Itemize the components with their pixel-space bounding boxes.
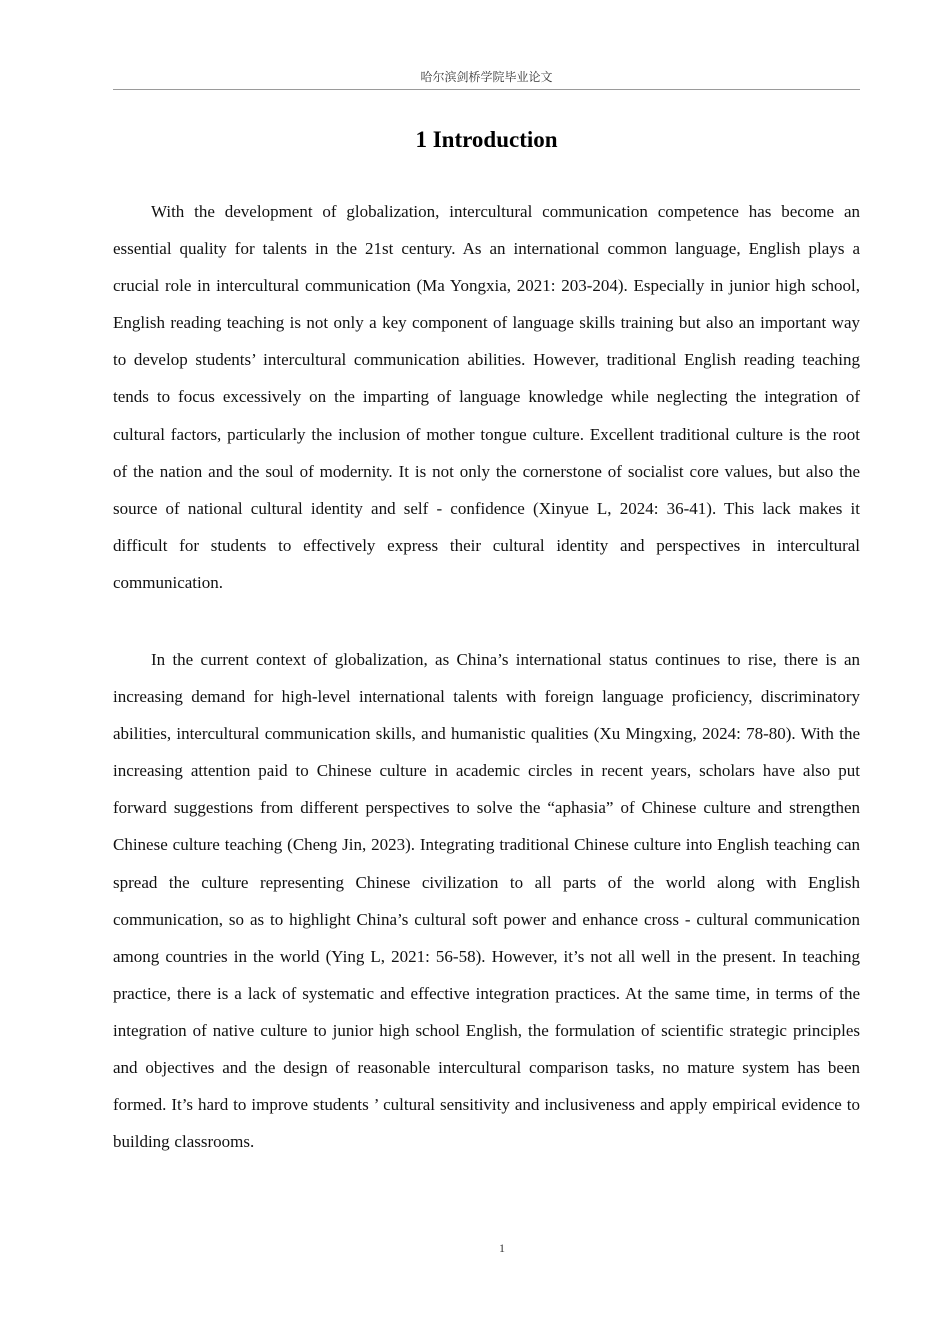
page-number: 1 (499, 1241, 505, 1255)
body-paragraph: In the current context of globalization, as China’s international status continues to rise, there is an increasing demand for high-level international talents with foreign language proficiency, discriminatory abilities, intercultural communication skills, and humanistic qualities (Xu Mingxing, 2024: 78-80). With the increasing attention paid to Chinese culture in academic circles in recent years, scholars have also put forward suggestions from different perspectives to solve the “aphasia” of Chinese culture and strengthen Chinese culture teaching (Cheng Jin, 2023). Integrating traditional Chinese culture into English teaching can spread the culture representing Chinese civilization to all parts of the world along with English communication, so as to highlight China’s cultural soft power and enhance cross - cultural communication among countries in the world (Ying L, 2021: 56-58). However, it’s not all well in the present. In teaching practice, there is a lack of systematic and effective integration practices. At the same time, in terms of the integration of native culture to junior high school English, the formulation of scientific strategic principles and objectives and the design of reasonable intercultural comparison tasks, no mature system has been formed. It’s hard to improve students ’ cultural sensitivity and inclusiveness and apply empirical evidence to building classrooms. (113, 650, 860, 1152)
page-header: 哈尔滨剑桥学院毕业论文 (113, 66, 860, 90)
body-paragraph: With the development of globalization, intercultural communication competence has become an essential quality for talents in the 21st century. As an international common language, English plays a crucial role in intercultural communication (Ma Yongxia, 2021: 203-204). Especially in junior high school, English reading teaching is not only a key component of language skills training but also an important way to develop students’ intercultural communication abilities. However, traditional English reading teaching tends to focus excessively on the imparting of language knowledge while neglecting the integration of cultural factors, particularly the inclusion of mother tongue culture. Excellent traditional culture is the root of the nation and the soul of modernity. It is not only the cornerstone of socialist core values, but also the source of national cultural identity and self - confidence (Xinyue L, 2024: 36-41). This lack makes it difficult for students to effectively express their cultural identity and perspectives in intercultural communication. (113, 202, 860, 592)
section-title: 1 Introduction (415, 127, 558, 152)
